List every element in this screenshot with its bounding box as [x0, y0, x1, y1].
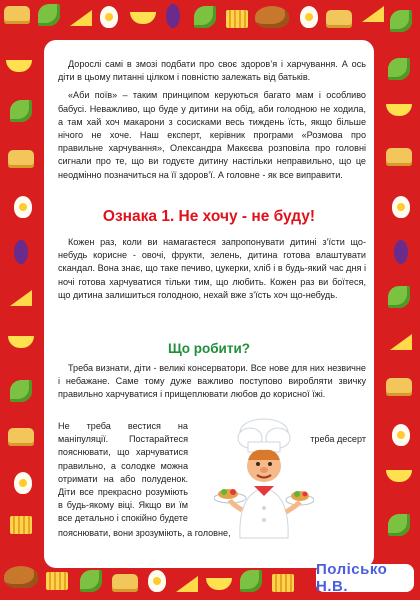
fries-icon — [46, 572, 68, 590]
banana-icon — [8, 336, 34, 348]
chef-illustration — [214, 418, 314, 540]
eggplant-icon — [394, 240, 408, 264]
paragraph-4: Треба визнати, діти - великі консерватори. Все нове для них незвичне і небажане. Саме тому дуже важливо поступово виробляти звичку правильно харчуватися і прищеплювати любов до корисної їжі. — [58, 363, 366, 400]
banana-icon — [130, 12, 156, 24]
egg-icon — [14, 196, 32, 218]
cheese-icon — [390, 334, 412, 350]
chicken-icon — [255, 6, 289, 28]
paragraph-3: Кожен раз, коли ви намагаєтеся запропонувати дитині з’їсти що-небудь корисне - овочі, фрукти, зелень, дитина готова влаштувати скандал. Вона знає, що таке печиво, цукерки, хліб і в будь-який час дня і ночі готова харчуватися тільки тим, що любить. Кожен раз ви боїтеся, що дитина залишиться голодною, нехай вже з’їсть хоч що-небудь. — [58, 237, 366, 300]
paragraph-5-right: треба десерт — [310, 434, 366, 444]
banana-icon — [6, 60, 32, 72]
banana-icon — [386, 104, 412, 116]
leaf-icon — [240, 570, 262, 592]
leaf-icon — [388, 286, 410, 308]
leaf-icon — [38, 4, 60, 26]
heading-sign-1: Ознака 1. Не хочу - не буду! — [102, 208, 316, 225]
cheese-icon — [176, 576, 198, 592]
author-badge — [316, 561, 414, 595]
leaf-icon — [388, 514, 410, 536]
egg-icon — [14, 472, 32, 494]
fries-icon — [272, 574, 294, 592]
author-name: Полісько Н.В. — [316, 561, 388, 595]
eggplant-icon — [14, 240, 28, 264]
bread-icon — [8, 150, 34, 168]
bread-icon — [386, 378, 412, 396]
leaf-icon — [390, 10, 412, 32]
chicken-icon — [4, 566, 38, 588]
egg-icon — [300, 6, 318, 28]
heading-what-to-do: Що робити? — [167, 341, 251, 356]
banana-icon — [206, 578, 232, 590]
egg-icon — [392, 196, 410, 218]
egg-icon — [100, 6, 118, 28]
banana-icon — [386, 470, 412, 482]
paragraph-2: «Аби поїв» – таким принципом керуються багато мам і особливо бабусі. Неважливо, що буде у дитини на обід, аби голодною не ходила, а там хай хоч макарони з сосисками весь тиждень їсть, якщо більше нічого не хоче. Наш експерт, керівник програми «Розмова про правильне харчування», Олександра Макєєва розповіла про головні сигнали про те, що ви годуєте дитину настільки неправильно, що це неодмінно позначиться на її здоров’ї. А головне - як все виправити. — [58, 90, 366, 180]
bread-icon — [326, 10, 352, 28]
intro-text — [58, 58, 366, 182]
bread-icon — [386, 148, 412, 166]
cheese-icon — [10, 290, 32, 306]
fries-icon — [10, 516, 32, 534]
leaf-icon — [80, 570, 102, 592]
egg-icon — [392, 424, 410, 446]
paragraph-1: Дорослі самі в змозі подбати про своє здоров’я і харчування. А ось діти в цьому питанні цілком і повністю залежать від батьків. — [58, 59, 366, 83]
bread-icon — [112, 574, 138, 592]
bread-icon — [8, 428, 34, 446]
cheese-icon — [70, 10, 92, 26]
bread-icon — [4, 6, 30, 24]
eggplant-icon — [166, 4, 180, 28]
paragraph-5-left: Не треба вестися на маніпуляції. Постарайтеся пояснювати, що харчуватися правильно, а солодке можна отримати на або полуденок. Діти все прекрасно розуміють в будь-якому віці. Якщо ви їм все детально і спокійно будете — [58, 421, 188, 524]
leaf-icon — [388, 58, 410, 80]
cheese-icon — [362, 6, 384, 22]
fries-icon — [226, 10, 248, 28]
leaf-icon — [194, 6, 216, 28]
what-to-do-text — [58, 362, 366, 402]
leaf-icon — [10, 380, 32, 402]
paragraph-5-last: пояснювати, вони зрозуміють, а головне, — [58, 528, 231, 538]
egg-icon — [148, 570, 166, 592]
sign-1-text — [58, 236, 366, 302]
leaf-icon — [10, 100, 32, 122]
